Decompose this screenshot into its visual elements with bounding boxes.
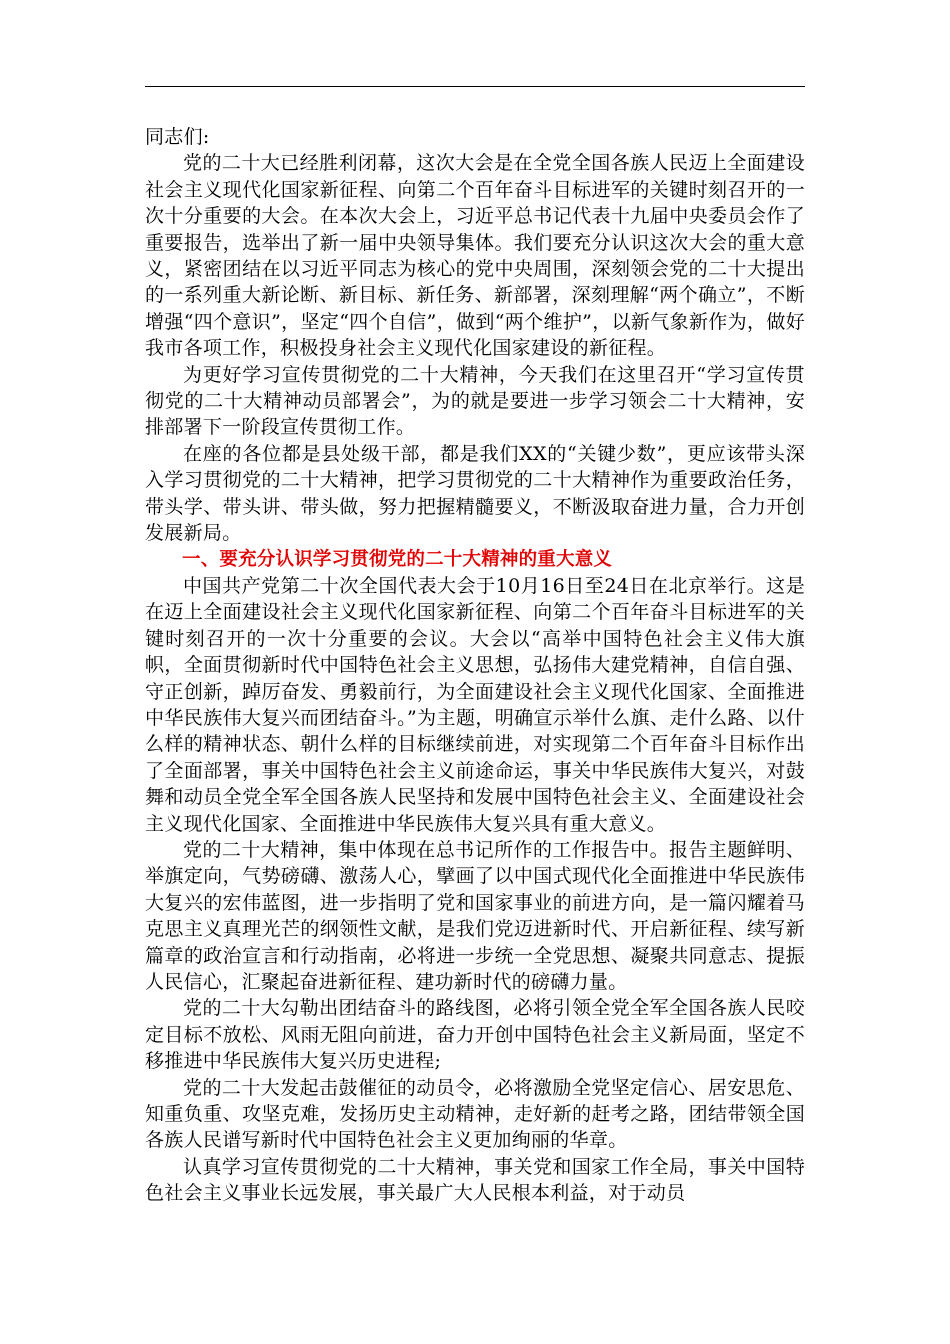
paragraph-intro-3: 在座的各位都是县处级干部，都是我们XX的“关键少数”，更应该带头深入学习贯彻党的二十大精神，把学习贯彻党的二十大精神作为重要政治任务，带头学、带头讲、带头做，努力把握精髓要义，不断汲取奋进力量，合力开创发展新局。 [145,442,805,545]
paragraph-section-4: 党的二十大发起击鼓催征的动员令，必将激励全党坚定信心、居安思危、知重负重、攻坚克难，发扬历史主动精神，走好新的赶考之路，团结带领全国各族人民谱写新时代中国特色社会主义更加绚丽的华章。 [145,1076,805,1152]
paragraph-section-3: 党的二十大勾勒出团结奋斗的路线图，必将引领全党全军全国各族人民咬定目标不放松、风雨无阻向前进，奋力开创中国特色社会主义新局面，坚定不移推进中华民族伟大复兴历史进程; [145,997,805,1073]
section-heading: 一、要充分认识学习贯彻党的二十大精神的重大意义 [182,548,613,570]
paragraph-intro-2: 为更好学习宣传贯彻党的二十大精神，今天我们在这里召开“学习宣传贯彻党的二十大精神动员部署会”，为的就是要进一步学习领会二十大精神，安排部署下一阶段宣传贯彻工作。 [145,363,805,439]
paragraph-intro-1: 党的二十大已经胜利闭幕，这次大会是在全党全国各族人民迈上全面建设社会主义现代化国家新征程、向第二个百年奋斗目标进军的关键时刻召开的一次十分重要的大会。在本次大会上，习近平总书记代表十九届中央委员会作了重要报告，选举出了新一届中央领导集体。我们要充分认识这次大会的重大意义，紧密团结在以习近平同志为核心的党中央周围，深刻领会党的二十大提出的一系列重大新论断、新目标、新任务、新部署，深刻理解“两个确立”，不断增强“四个意识”，坚定“四个自信”，做到“两个维护”，以新气象新作为，做好我市各项工作，积极投身社会主义现代化国家建设的新征程。 [145,152,805,360]
document-body [145,124,805,1207]
paragraph-section-1: 中国共产党第二十次全国代表大会于10月16日至24日在北京举行。这是在迈上全面建设社会主义现代化国家新征程、向第二个百年奋斗目标进军的关键时刻召开的一次十分重要的会议。大会以“高举中国特色社会主义伟大旗帜，全面贯彻新时代中国特色社会主义思想，弘扬伟大建党精神，自信自强、守正创新，踔厉奋发、勇毅前行，为全面建设社会主义现代化国家、全面推进中华民族伟大复兴而团结奋斗。”为主题，明确宣示举什么旗、走什么路、以什么样的精神状态、朝什么样的目标继续前进，对实现第二个百年奋斗目标作出了全面部署，事关中国特色社会主义前途命运，事关中华民族伟大复兴，对鼓舞和动员全党全军全国各族人民坚持和发展中国特色社会主义、全面建设社会主义现代化国家、全面推进中华民族伟大复兴具有重大意义。 [145,574,805,835]
header-rule [145,86,805,87]
paragraph-section-2: 党的二十大精神，集中体现在总书记所作的工作报告中。报告主题鲜明、举旗定向，气势磅礴、激荡人心，擘画了以中国式现代化全面推进中华民族伟大复兴的宏伟蓝图，进一步指明了党和国家事业的前进方向，是一篇闪耀着马克思主义真理光芒的纲领性文献，是我们党迈进新时代、开启新征程、续写新篇章的政治宣言和行动指南，必将进一步统一全党思想、凝聚共同意志、提振人民信心，汇聚起奋进新征程、建功新时代的磅礴力量。 [145,838,805,993]
paragraph-section-5: 认真学习宣传贯彻党的二十大精神，事关党和国家工作全局，事关中国特色社会主义事业长远发展，事关最广大人民根本利益，对于动员 [145,1155,805,1205]
salutation: 同志们: [145,126,210,148]
